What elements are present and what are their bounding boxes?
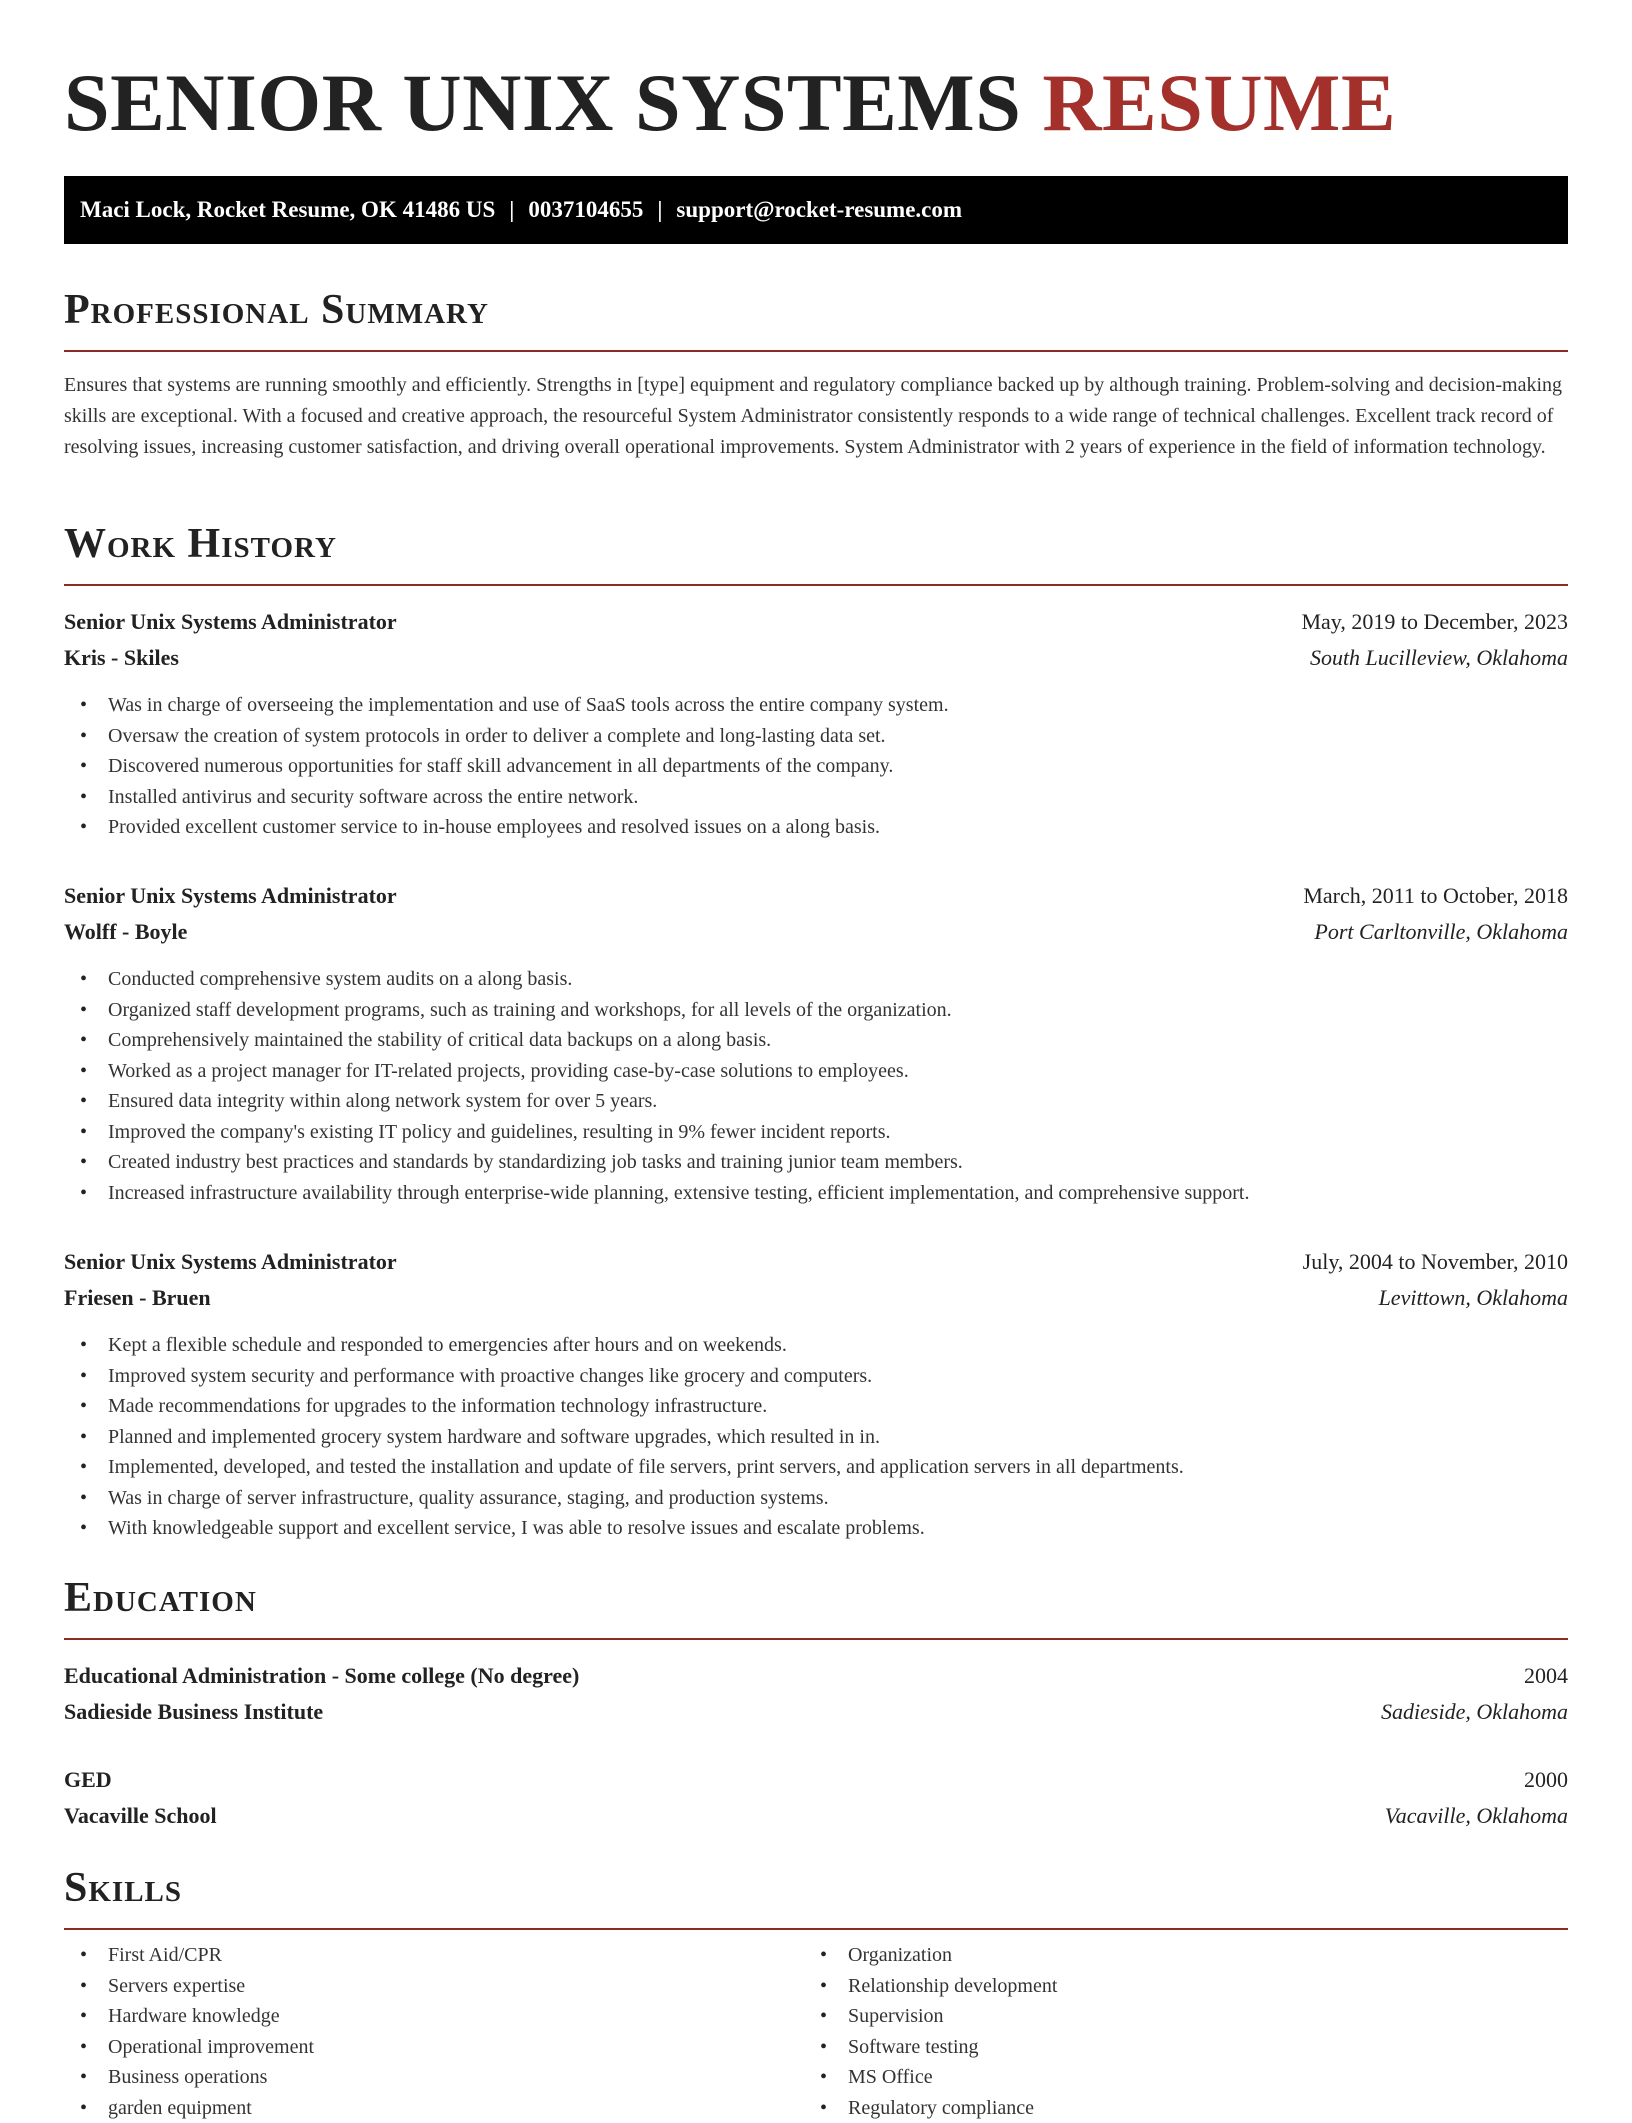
job-bullets <box>64 964 1568 1208</box>
summary-text: Ensures that systems are running smoothly and efficiently. Strengths in [type] equipment and regulatory compliance backed up by although training. Problem-solving and decision-making skills are exceptional. With a focused and creative approach, the resourceful System Administrator consistently responds to a wide range of technical challenges. Excellent track record of resolving issues, increasing customer satisfaction, and driving overall operational improvements. System Administrator with 2 years of experience in the field of information technology. <box>64 370 1568 463</box>
title-accent: RESUME <box>1042 57 1396 148</box>
education-degree: Educational Administration - Some college (No degree) <box>64 1658 579 1694</box>
job-bullets <box>64 690 1568 843</box>
job-dates: July, 2004 to November, 2010 <box>1303 1244 1568 1280</box>
skill-item: • Software testing <box>804 2032 1544 2063</box>
section-heading-work: Work History <box>64 518 1568 570</box>
skills-section <box>64 1862 1568 2123</box>
skill-item: • Business operations <box>64 2062 804 2093</box>
list-item: • Ensured data integrity within along network system for over 5 years. <box>64 1086 1568 1117</box>
contact-bar <box>64 176 1568 244</box>
skill-item: • Supervision <box>804 2001 1544 2032</box>
job-location: Levittown, Oklahoma <box>1379 1280 1568 1316</box>
skills-list-right <box>804 1940 1544 2123</box>
list-item: • Was in charge of overseeing the implementation and use of SaaS tools across the entire company system. <box>64 690 1568 721</box>
list-item: • Installed antivirus and security software across the entire network. <box>64 782 1568 813</box>
education-location: Sadieside, Oklahoma <box>1381 1694 1568 1730</box>
job-dates: May, 2019 to December, 2023 <box>1301 604 1568 640</box>
list-item: • Increased infrastructure availability through enterprise-wide planning, extensive testing, efficient implementation, and comprehensive support. <box>64 1178 1568 1209</box>
resume-title <box>64 0 1568 150</box>
skill-item: • MS Office <box>804 2062 1544 2093</box>
job-title: Senior Unix Systems Administrator <box>64 1244 397 1280</box>
skill-item: • First Aid/CPR <box>64 1940 804 1971</box>
list-item: • Was in charge of server infrastructure, quality assurance, staging, and production systems. <box>64 1483 1568 1514</box>
skill-item: • Hardware knowledge <box>64 2001 804 2032</box>
list-item: • Kept a flexible schedule and responded to emergencies after hours and on weekends. <box>64 1330 1568 1361</box>
list-item: • Created industry best practices and standards by standardizing job tasks and training junior team members. <box>64 1147 1568 1178</box>
education-degree: GED <box>64 1762 112 1798</box>
section-heading-summary: Professional Summary <box>64 284 1568 336</box>
summary-section <box>64 284 1568 463</box>
list-item: • Organized staff development programs, such as training and workshops, for all levels of the organization. <box>64 995 1568 1026</box>
education-entry <box>64 1658 1568 1730</box>
job-company: Kris - Skiles <box>64 640 179 676</box>
list-item: • Improved system security and performance with proactive changes like grocery and computers. <box>64 1361 1568 1392</box>
education-section <box>64 1572 1568 1640</box>
list-item: • Comprehensively maintained the stability of critical data backups on a along basis. <box>64 1025 1568 1056</box>
job-bullets <box>64 1330 1568 1544</box>
skills-columns <box>64 1940 1568 2123</box>
education-location: Vacaville, Oklahoma <box>1385 1798 1568 1834</box>
section-heading-education: Education <box>64 1572 1568 1624</box>
skill-item: • Servers expertise <box>64 1971 804 2002</box>
list-item: • Conducted comprehensive system audits on a along basis. <box>64 964 1568 995</box>
resume-page <box>64 0 1568 150</box>
job-title: Senior Unix Systems Administrator <box>64 878 397 914</box>
section-divider <box>64 350 1568 352</box>
education-year: 2000 <box>1524 1762 1568 1798</box>
job-entry <box>64 604 1568 843</box>
job-title: Senior Unix Systems Administrator <box>64 604 397 640</box>
list-item: • Discovered numerous opportunities for staff skill advancement in all departments of the company. <box>64 751 1568 782</box>
education-year: 2004 <box>1524 1658 1568 1694</box>
list-item: • Planned and implemented grocery system hardware and software upgrades, which resulted in in. <box>64 1422 1568 1453</box>
contact-email[interactable]: support@rocket-resume.com <box>676 197 962 222</box>
education-school: Sadieside Business Institute <box>64 1694 323 1730</box>
contact-address: Maci Lock, Rocket Resume, OK 41486 US <box>80 197 495 222</box>
job-dates: March, 2011 to October, 2018 <box>1303 878 1568 914</box>
section-divider <box>64 584 1568 586</box>
skill-item: • Relationship development <box>804 1971 1544 2002</box>
work-history-section <box>64 518 1568 586</box>
list-item: • Implemented, developed, and tested the installation and update of file servers, print servers, and application servers in all departments. <box>64 1452 1568 1483</box>
contact-separator: | <box>509 176 514 244</box>
skill-item: • Organization <box>804 1940 1544 1971</box>
skill-item: • garden equipment <box>64 2093 804 2123</box>
contact-phone: 0037104655 <box>528 197 643 222</box>
education-school: Vacaville School <box>64 1798 217 1834</box>
job-company: Friesen - Bruen <box>64 1280 211 1316</box>
list-item: • Oversaw the creation of system protocols in order to deliver a complete and long-lasting data set. <box>64 721 1568 752</box>
job-entry <box>64 878 1568 1208</box>
list-item: • Provided excellent customer service to in-house employees and resolved issues on a along basis. <box>64 812 1568 843</box>
skills-list-left <box>64 1940 804 2123</box>
contact-separator: | <box>657 176 662 244</box>
list-item: • Worked as a project manager for IT-related projects, providing case-by-case solutions to employees. <box>64 1056 1568 1087</box>
skill-item: • Operational improvement <box>64 2032 804 2063</box>
skill-item: • Regulatory compliance <box>804 2093 1544 2123</box>
list-item: • Improved the company's existing IT policy and guidelines, resulting in 9% fewer incident reports. <box>64 1117 1568 1148</box>
title-main: SENIOR UNIX SYSTEMS <box>64 57 1021 148</box>
job-entry <box>64 1244 1568 1544</box>
section-divider <box>64 1928 1568 1930</box>
job-company: Wolff - Boyle <box>64 914 187 950</box>
section-heading-skills: Skills <box>64 1862 1568 1914</box>
education-entry <box>64 1762 1568 1834</box>
job-location: Port Carltonville, Oklahoma <box>1314 914 1568 950</box>
list-item: • Made recommendations for upgrades to the information technology infrastructure. <box>64 1391 1568 1422</box>
section-divider <box>64 1638 1568 1640</box>
job-location: South Lucilleview, Oklahoma <box>1310 640 1568 676</box>
list-item: • With knowledgeable support and excellent service, I was able to resolve issues and escalate problems. <box>64 1513 1568 1544</box>
